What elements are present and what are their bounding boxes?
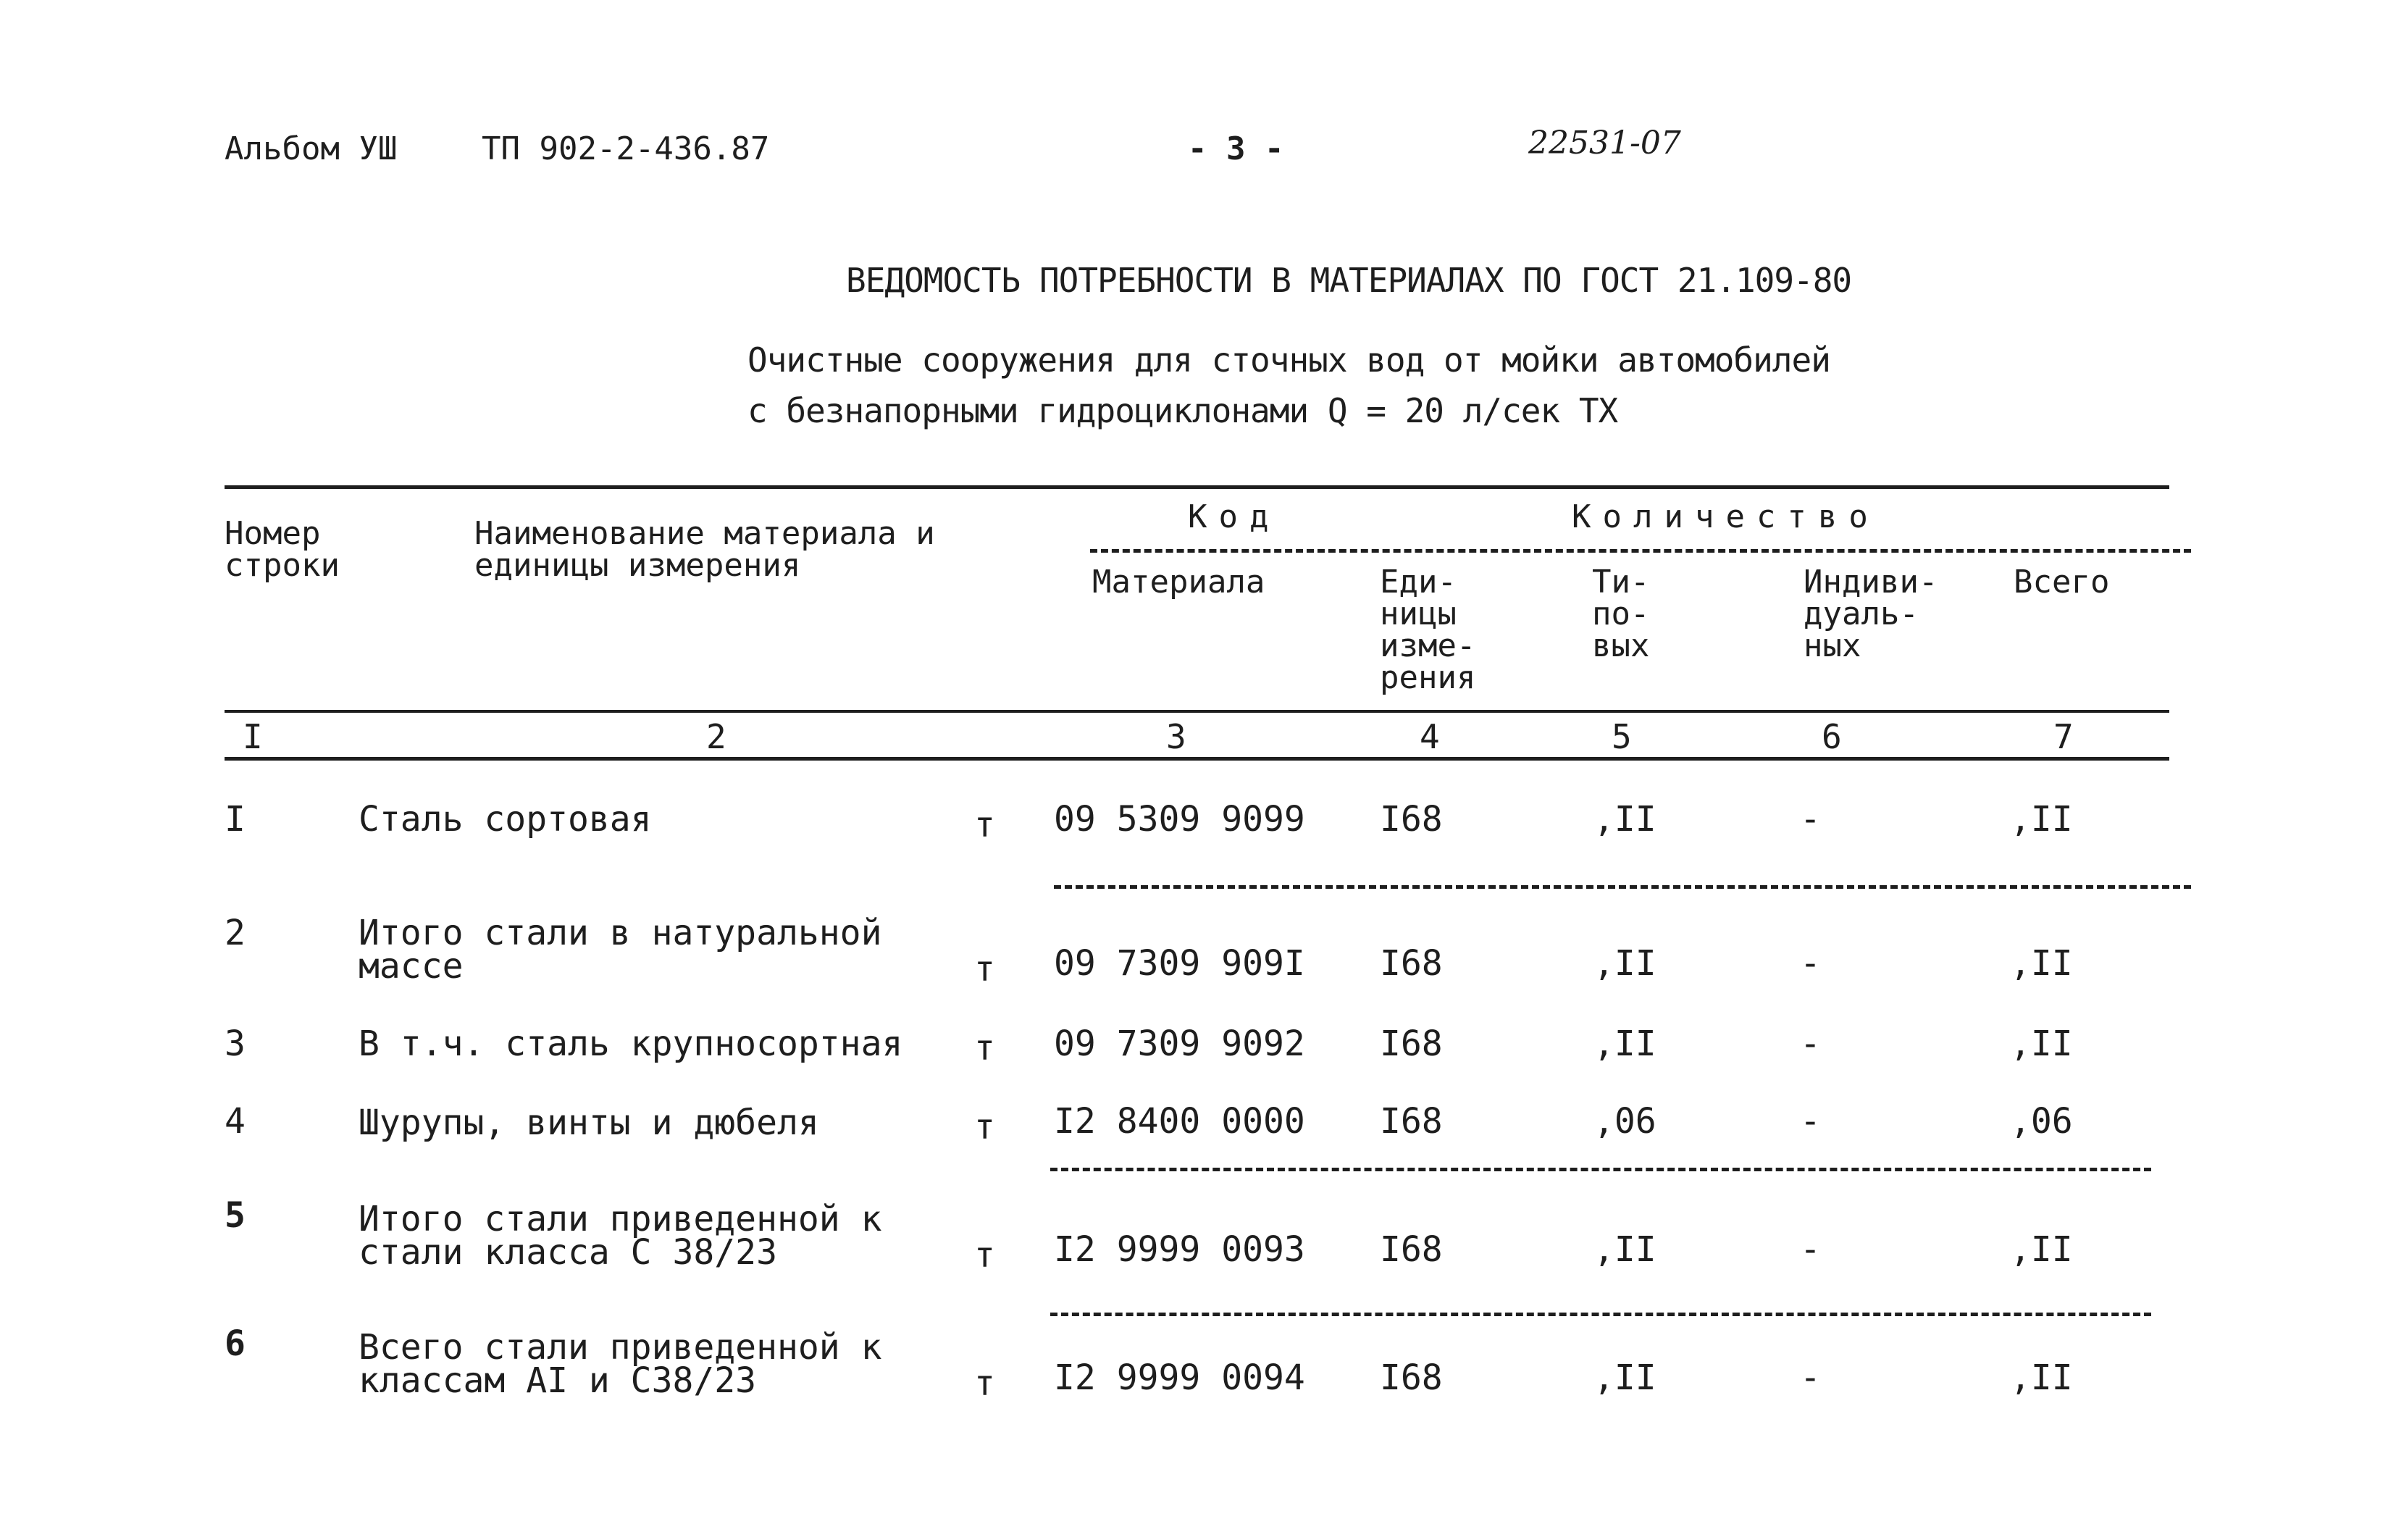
page-number: - 3 -	[1188, 130, 1284, 167]
header-material-code: Материала	[1092, 564, 1265, 600]
material-code: 09 5309 9099	[1054, 799, 1305, 840]
unit: т	[974, 1363, 995, 1404]
column-number-1: I	[243, 717, 263, 756]
material-code: 09 7309 9092	[1054, 1024, 1305, 1064]
unit: т	[974, 805, 995, 845]
total-qty: ,II	[2010, 943, 2073, 984]
kod-qty-divider	[1090, 549, 2191, 553]
unit-code: I68	[1380, 1101, 1443, 1142]
column-number-7: 7	[2053, 717, 2074, 756]
individual-qty: -	[1800, 1101, 1821, 1142]
header-typical: Ти- по- вых	[1592, 564, 1650, 664]
row-number: 2	[225, 913, 246, 953]
row-number: 3	[225, 1024, 246, 1064]
header-unit-code: Еди- ницы изме- рения	[1380, 564, 1476, 696]
row-number: 4	[225, 1101, 246, 1142]
row-divider	[1054, 885, 2191, 889]
unit: т	[974, 1107, 995, 1147]
unit-code: I68	[1380, 1229, 1443, 1270]
typical-qty: ,II	[1593, 1357, 1656, 1398]
total-qty: ,06	[2010, 1101, 2073, 1142]
header-total: Всего	[2014, 564, 2110, 600]
row-divider	[1050, 1168, 2151, 1171]
column-number-3: 3	[1166, 717, 1186, 756]
column-number-6: 6	[1822, 717, 1842, 756]
header-kod: Код	[1188, 498, 1281, 535]
unit: т	[974, 1235, 995, 1276]
material-name: Итого стали в натуральной массе	[359, 913, 882, 987]
row-number: 5	[225, 1195, 246, 1236]
unit: т	[974, 949, 995, 989]
typical-qty: ,II	[1593, 1024, 1656, 1064]
material-code: 09 7309 909I	[1054, 943, 1305, 984]
material-code: I2 9999 0093	[1054, 1229, 1305, 1270]
unit: т	[974, 1028, 995, 1068]
header-material-name: Наименование материала и единицы измерения	[474, 515, 935, 584]
subtitle-line-1: Очистные сооружения для сточных вод от мойки автомобилей	[747, 340, 1830, 380]
material-name: Сталь сортовая	[359, 799, 652, 840]
unit-code: I68	[1380, 1024, 1443, 1064]
individual-qty: -	[1800, 943, 1821, 984]
material-name: Шурупы, винты и дюбеля	[359, 1102, 819, 1143]
unit-code: I68	[1380, 943, 1443, 984]
project-number: ТП 902-2-436.87	[482, 130, 770, 167]
total-qty: ,II	[2010, 1357, 2073, 1398]
column-number-4: 4	[1420, 717, 1440, 756]
typical-qty: ,II	[1593, 799, 1656, 840]
individual-qty: -	[1800, 1357, 1821, 1398]
material-code: I2 8400 0000	[1054, 1101, 1305, 1142]
unit-code: I68	[1380, 1357, 1443, 1398]
material-name: В т.ч. сталь крупносортная	[359, 1024, 903, 1064]
row-number: 6	[225, 1323, 246, 1364]
typical-qty: ,06	[1593, 1101, 1656, 1142]
table-top-rule	[225, 485, 2169, 489]
document-number: 22531-07	[1528, 125, 1681, 162]
page-title: ВЕДОМОСТЬ ПОТРЕБНОСТИ В МАТЕРИАЛАХ ПО ГОСТ 21.109-80	[846, 261, 1852, 300]
row-number: I	[225, 799, 246, 840]
album-label: Альбом УШ	[225, 130, 398, 167]
total-qty: ,II	[2010, 1024, 2073, 1064]
header-individual: Индиви- дуаль- ных	[1804, 564, 1938, 664]
individual-qty: -	[1800, 1024, 1821, 1064]
individual-qty: -	[1800, 1229, 1821, 1270]
unit-code: I68	[1380, 799, 1443, 840]
colnum-bottom-rule	[225, 757, 2169, 761]
total-qty: ,II	[2010, 799, 2073, 840]
header-row-number: Номер строки	[225, 515, 340, 584]
header-bottom-rule	[225, 710, 2169, 713]
material-name: Итого стали приведенной к стали класса С 38/23	[359, 1199, 882, 1273]
material-code: I2 9999 0094	[1054, 1357, 1305, 1398]
header-quantity: Количество	[1572, 498, 1880, 535]
individual-qty: -	[1800, 799, 1821, 840]
typical-qty: ,II	[1593, 1229, 1656, 1270]
column-number-2: 2	[706, 717, 726, 756]
material-name: Всего стали приведенной к классам АI и С38/23	[359, 1327, 882, 1401]
total-qty: ,II	[2010, 1229, 2073, 1270]
subtitle-line-2: с безнапорными гидроциклонами Q = 20 л/сек ТХ	[747, 391, 1618, 430]
row-divider	[1050, 1313, 2151, 1316]
typical-qty: ,II	[1593, 943, 1656, 984]
column-number-5: 5	[1612, 717, 1632, 756]
